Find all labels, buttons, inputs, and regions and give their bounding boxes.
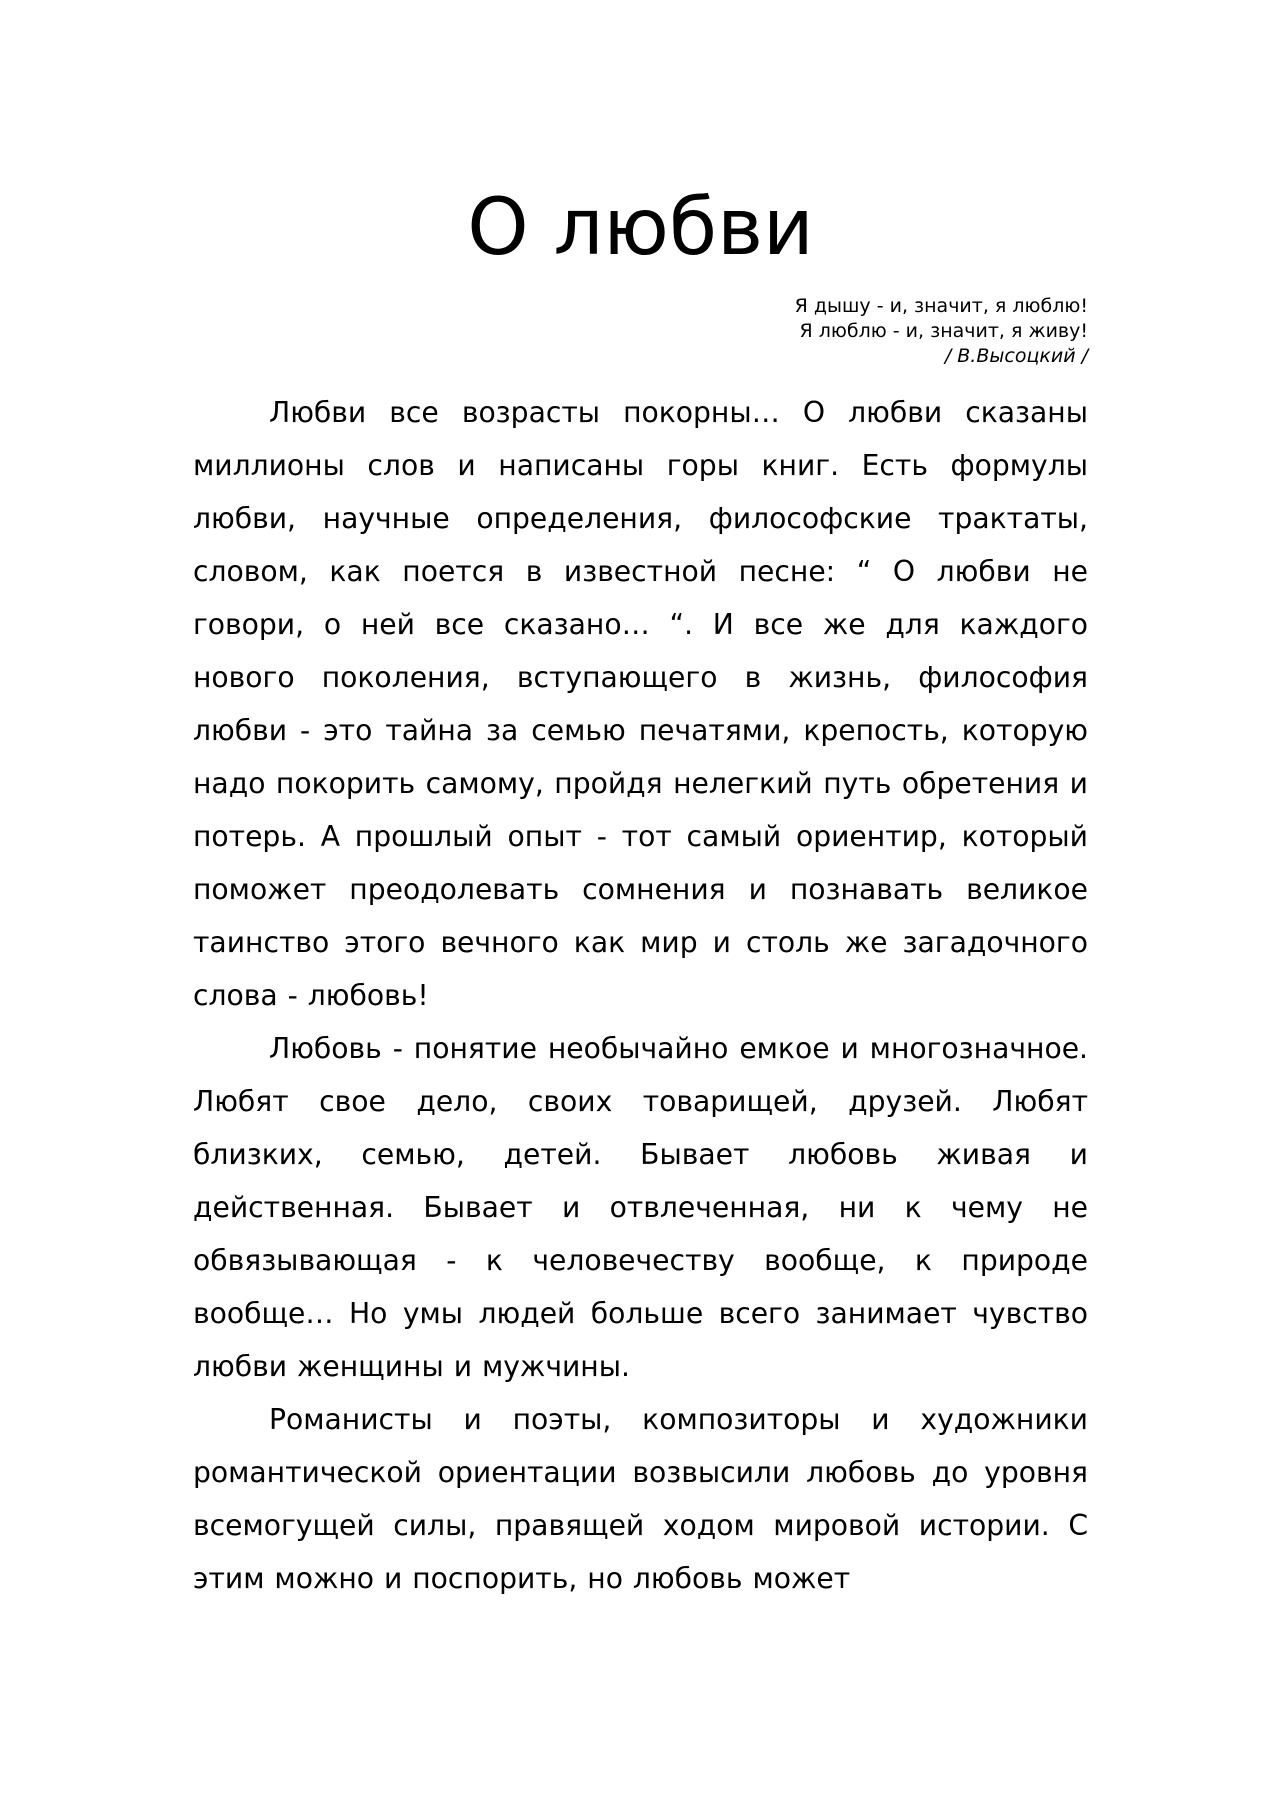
epigraph-line: Я люблю - и, значит, я живу! (799, 320, 1088, 342)
document-title: О любви (467, 183, 814, 273)
epigraph (795, 294, 1088, 369)
paragraph: Любви все возрасты покорны… О любви сказаны миллионы слов и написаны горы книг. Есть формулы любви, научные определения, философские трактаты, словом, как поется в известной песне: “ О любви не говори, о ней все сказано… “. И все же для каждого нового поколения, вступающего в жизнь, философия любви - это тайна за семью печатями, крепость, которую надо покорить самому, пройдя нелегкий путь обретения и потерь. А прошлый опыт - тот самый ориентир, который поможет преодолевать сомнения и познавать великое таинство этого вечного как мир и столь же загадочного слова - любовь! (193, 396, 1088, 1012)
epigraph-author: / В.Высоцкий / (944, 345, 1088, 367)
paragraph: Романисты и поэты, композиторы и художники романтической ориентации возвысили любовь до уровня всемогущей силы, правящей ходом мировой истории. С этим можно и поспорить, но любовь может (193, 1403, 1088, 1595)
epigraph-line: Я дышу - и, значит, я люблю! (794, 295, 1088, 317)
paragraph: Любовь - понятие необычайно емкое и многозначное. Любят свое дело, своих товарищей, друзей. Любят близких, семью, детей. Бывает любовь живая и действенная. Бывает и отвлеченная, ни к чему не обвязывающая - к человечеству вообще, к природе вообще… Но умы людей больше всего занимает чувство любви женщины и мужчины. (193, 1032, 1088, 1383)
document-body (193, 386, 1088, 1605)
